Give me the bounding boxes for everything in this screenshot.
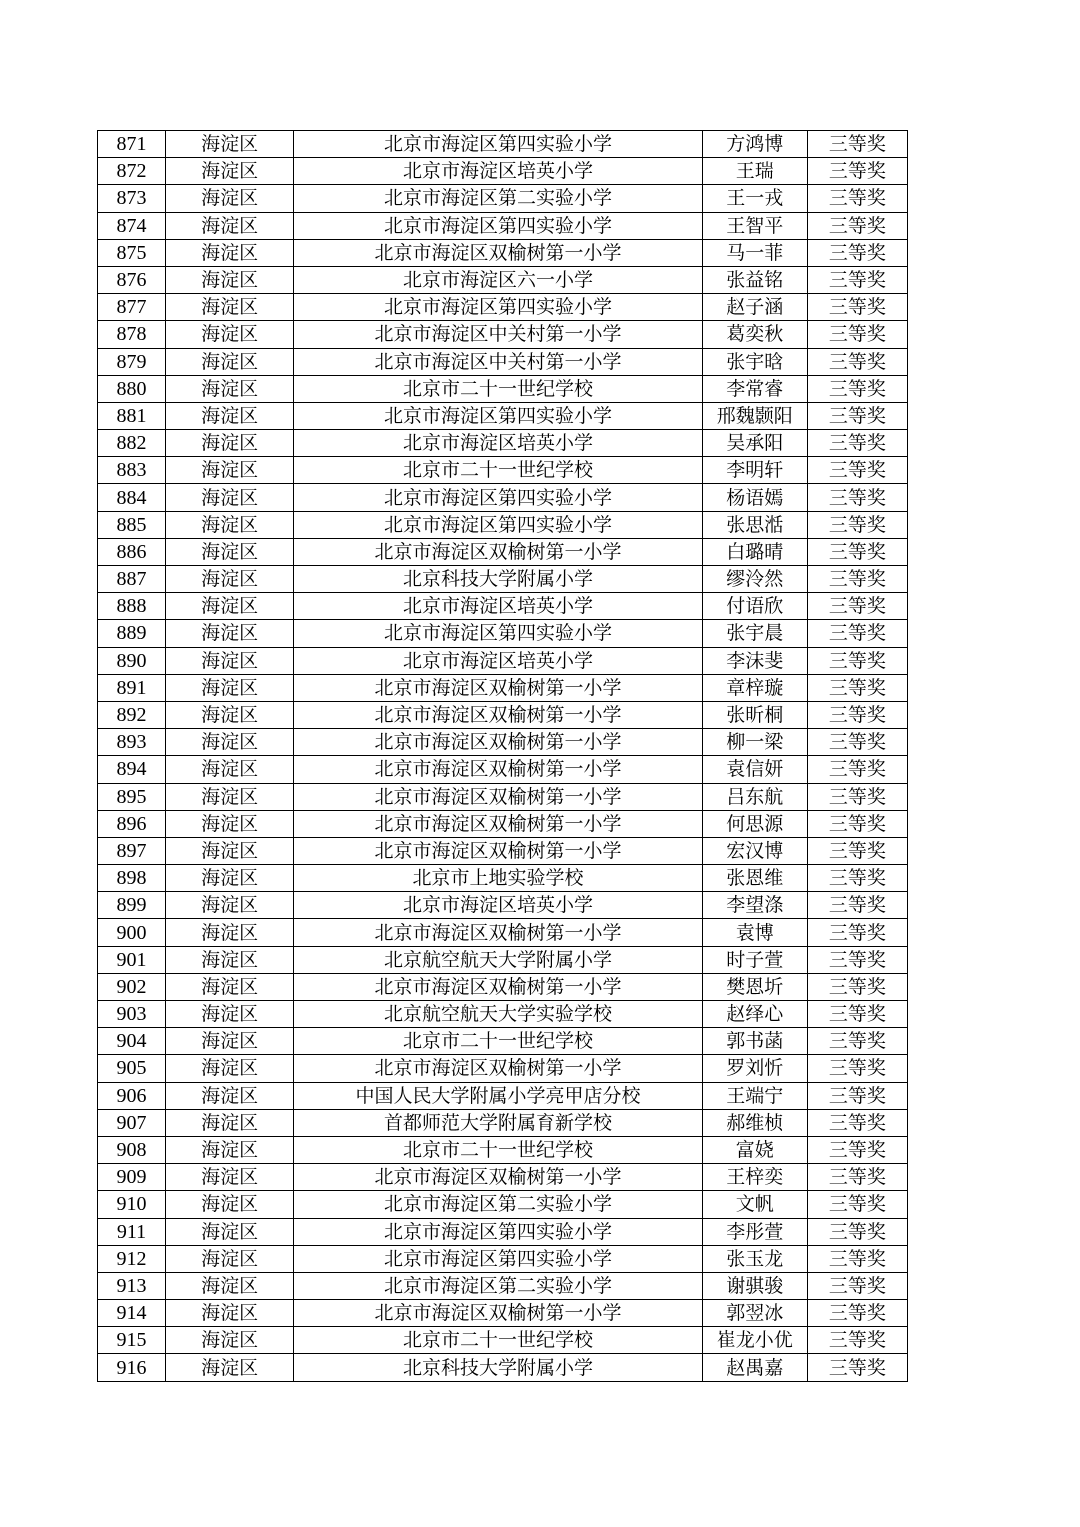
- school-cell: 北京市海淀区双榆树第一小学: [294, 1164, 703, 1191]
- district-cell: 海淀区: [166, 158, 294, 185]
- district-cell: 海淀区: [166, 593, 294, 620]
- table-row: [98, 756, 908, 783]
- school-cell: 北京市海淀区双榆树第一小学: [294, 919, 703, 946]
- table-row: [98, 1001, 908, 1028]
- row-number-cell: 880: [98, 375, 166, 402]
- student-name-cell: 王梓奕: [702, 1164, 807, 1191]
- table-row: [98, 1354, 908, 1381]
- table-row: [98, 919, 908, 946]
- school-cell: 首都师范大学附属育新学校: [294, 1109, 703, 1136]
- row-number-cell: 892: [98, 701, 166, 728]
- table-row: [98, 430, 908, 457]
- table-row: [98, 593, 908, 620]
- school-cell: 北京市海淀区第四实验小学: [294, 1218, 703, 1245]
- award-level-cell: 三等奖: [807, 212, 907, 239]
- row-number-cell: 871: [98, 131, 166, 158]
- award-level-cell: 三等奖: [807, 1136, 907, 1163]
- row-number-cell: 885: [98, 511, 166, 538]
- school-cell: 北京市二十一世纪学校: [294, 457, 703, 484]
- award-level-cell: 三等奖: [807, 402, 907, 429]
- district-cell: 海淀区: [166, 892, 294, 919]
- district-cell: 海淀区: [166, 973, 294, 1000]
- row-number-cell: 900: [98, 919, 166, 946]
- table-row: [98, 810, 908, 837]
- student-name-cell: 邢魏颢阳: [702, 402, 807, 429]
- award-list-body: [98, 131, 908, 1382]
- district-cell: 海淀区: [166, 756, 294, 783]
- school-cell: 北京市海淀区第二实验小学: [294, 1191, 703, 1218]
- school-cell: 北京市海淀区培英小学: [294, 892, 703, 919]
- school-cell: 北京市海淀区第二实验小学: [294, 185, 703, 212]
- row-number-cell: 891: [98, 674, 166, 701]
- student-name-cell: 吴承阳: [702, 430, 807, 457]
- row-number-cell: 913: [98, 1272, 166, 1299]
- student-name-cell: 马一菲: [702, 239, 807, 266]
- award-level-cell: 三等奖: [807, 375, 907, 402]
- district-cell: 海淀区: [166, 810, 294, 837]
- row-number-cell: 914: [98, 1300, 166, 1327]
- table-row: [98, 375, 908, 402]
- table-row: [98, 294, 908, 321]
- table-row: [98, 674, 908, 701]
- school-cell: 北京市海淀区双榆树第一小学: [294, 1055, 703, 1082]
- table-row: [98, 402, 908, 429]
- district-cell: 海淀区: [166, 946, 294, 973]
- student-name-cell: 袁博: [702, 919, 807, 946]
- table-row: [98, 973, 908, 1000]
- table-row: [98, 212, 908, 239]
- student-name-cell: 宏汉博: [702, 837, 807, 864]
- table-row: [98, 1245, 908, 1272]
- district-cell: 海淀区: [166, 701, 294, 728]
- award-level-cell: 三等奖: [807, 647, 907, 674]
- district-cell: 海淀区: [166, 1055, 294, 1082]
- table-row: [98, 1028, 908, 1055]
- district-cell: 海淀区: [166, 1245, 294, 1272]
- row-number-cell: 878: [98, 321, 166, 348]
- row-number-cell: 875: [98, 239, 166, 266]
- table-row: [98, 457, 908, 484]
- table-row: [98, 511, 908, 538]
- student-name-cell: 吕东航: [702, 783, 807, 810]
- row-number-cell: 911: [98, 1218, 166, 1245]
- student-name-cell: 袁信妍: [702, 756, 807, 783]
- award-level-cell: 三等奖: [807, 1028, 907, 1055]
- row-number-cell: 903: [98, 1001, 166, 1028]
- school-cell: 北京市海淀区双榆树第一小学: [294, 1300, 703, 1327]
- student-name-cell: 富娆: [702, 1136, 807, 1163]
- student-name-cell: 王瑞: [702, 158, 807, 185]
- district-cell: 海淀区: [166, 1272, 294, 1299]
- school-cell: 北京航空航天大学附属小学: [294, 946, 703, 973]
- award-level-cell: 三等奖: [807, 1300, 907, 1327]
- award-level-cell: 三等奖: [807, 810, 907, 837]
- row-number-cell: 908: [98, 1136, 166, 1163]
- district-cell: 海淀区: [166, 212, 294, 239]
- table-row: [98, 1327, 908, 1354]
- student-name-cell: 白璐晴: [702, 538, 807, 565]
- row-number-cell: 874: [98, 212, 166, 239]
- row-number-cell: 881: [98, 402, 166, 429]
- award-level-cell: 三等奖: [807, 158, 907, 185]
- row-number-cell: 916: [98, 1354, 166, 1381]
- row-number-cell: 879: [98, 348, 166, 375]
- school-cell: 北京市海淀区双榆树第一小学: [294, 674, 703, 701]
- award-level-cell: 三等奖: [807, 1327, 907, 1354]
- student-name-cell: 李常睿: [702, 375, 807, 402]
- row-number-cell: 893: [98, 729, 166, 756]
- row-number-cell: 898: [98, 865, 166, 892]
- district-cell: 海淀区: [166, 375, 294, 402]
- district-cell: 海淀区: [166, 1001, 294, 1028]
- row-number-cell: 895: [98, 783, 166, 810]
- district-cell: 海淀区: [166, 1300, 294, 1327]
- district-cell: 海淀区: [166, 566, 294, 593]
- award-level-cell: 三等奖: [807, 1109, 907, 1136]
- award-level-cell: 三等奖: [807, 239, 907, 266]
- student-name-cell: 张恩维: [702, 865, 807, 892]
- school-cell: 北京市海淀区第四实验小学: [294, 131, 703, 158]
- award-level-cell: 三等奖: [807, 892, 907, 919]
- row-number-cell: 888: [98, 593, 166, 620]
- student-name-cell: 郝维桢: [702, 1109, 807, 1136]
- district-cell: 海淀区: [166, 538, 294, 565]
- table-row: [98, 647, 908, 674]
- row-number-cell: 897: [98, 837, 166, 864]
- row-number-cell: 912: [98, 1245, 166, 1272]
- student-name-cell: 缪泠然: [702, 566, 807, 593]
- row-number-cell: 899: [98, 892, 166, 919]
- district-cell: 海淀区: [166, 1327, 294, 1354]
- district-cell: 海淀区: [166, 1109, 294, 1136]
- student-name-cell: 张思湉: [702, 511, 807, 538]
- table-row: [98, 729, 908, 756]
- school-cell: 北京市海淀区中关村第一小学: [294, 321, 703, 348]
- award-level-cell: 三等奖: [807, 266, 907, 293]
- district-cell: 海淀区: [166, 919, 294, 946]
- school-cell: 北京市海淀区第四实验小学: [294, 402, 703, 429]
- district-cell: 海淀区: [166, 511, 294, 538]
- school-cell: 北京科技大学附属小学: [294, 1354, 703, 1381]
- award-level-cell: 三等奖: [807, 484, 907, 511]
- school-cell: 北京市海淀区双榆树第一小学: [294, 783, 703, 810]
- row-number-cell: 915: [98, 1327, 166, 1354]
- district-cell: 海淀区: [166, 185, 294, 212]
- student-name-cell: 张玉龙: [702, 1245, 807, 1272]
- award-level-cell: 三等奖: [807, 946, 907, 973]
- student-name-cell: 张宇晗: [702, 348, 807, 375]
- award-level-cell: 三等奖: [807, 756, 907, 783]
- row-number-cell: 905: [98, 1055, 166, 1082]
- student-name-cell: 樊恩圻: [702, 973, 807, 1000]
- award-level-cell: 三等奖: [807, 674, 907, 701]
- student-name-cell: 王智平: [702, 212, 807, 239]
- table-row: [98, 1272, 908, 1299]
- school-cell: 北京市海淀区第四实验小学: [294, 511, 703, 538]
- student-name-cell: 付语欣: [702, 593, 807, 620]
- district-cell: 海淀区: [166, 1136, 294, 1163]
- table-row: [98, 158, 908, 185]
- school-cell: 北京市二十一世纪学校: [294, 1028, 703, 1055]
- school-cell: 北京市海淀区双榆树第一小学: [294, 837, 703, 864]
- row-number-cell: 886: [98, 538, 166, 565]
- school-cell: 北京市海淀区六一小学: [294, 266, 703, 293]
- student-name-cell: 张宇晨: [702, 620, 807, 647]
- district-cell: 海淀区: [166, 1082, 294, 1109]
- award-level-cell: 三等奖: [807, 593, 907, 620]
- school-cell: 北京市海淀区双榆树第一小学: [294, 239, 703, 266]
- row-number-cell: 872: [98, 158, 166, 185]
- award-level-cell: 三等奖: [807, 538, 907, 565]
- table-row: [98, 1136, 908, 1163]
- school-cell: 北京市海淀区培英小学: [294, 593, 703, 620]
- table-row: [98, 538, 908, 565]
- row-number-cell: 904: [98, 1028, 166, 1055]
- row-number-cell: 894: [98, 756, 166, 783]
- student-name-cell: 郭书菡: [702, 1028, 807, 1055]
- award-level-cell: 三等奖: [807, 348, 907, 375]
- award-level-cell: 三等奖: [807, 131, 907, 158]
- row-number-cell: 901: [98, 946, 166, 973]
- student-name-cell: 何思源: [702, 810, 807, 837]
- student-name-cell: 章梓璇: [702, 674, 807, 701]
- student-name-cell: 方鸿博: [702, 131, 807, 158]
- student-name-cell: 文帆: [702, 1191, 807, 1218]
- table-row: [98, 1082, 908, 1109]
- table-row: [98, 892, 908, 919]
- student-name-cell: 张昕桐: [702, 701, 807, 728]
- award-level-cell: 三等奖: [807, 783, 907, 810]
- school-cell: 北京市海淀区双榆树第一小学: [294, 538, 703, 565]
- school-cell: 北京市海淀区培英小学: [294, 158, 703, 185]
- row-number-cell: 876: [98, 266, 166, 293]
- student-name-cell: 柳一梁: [702, 729, 807, 756]
- district-cell: 海淀区: [166, 1354, 294, 1381]
- district-cell: 海淀区: [166, 294, 294, 321]
- award-level-cell: 三等奖: [807, 865, 907, 892]
- row-number-cell: 873: [98, 185, 166, 212]
- district-cell: 海淀区: [166, 1218, 294, 1245]
- student-name-cell: 崔龙小优: [702, 1327, 807, 1354]
- table-row: [98, 484, 908, 511]
- award-level-cell: 三等奖: [807, 729, 907, 756]
- district-cell: 海淀区: [166, 266, 294, 293]
- district-cell: 海淀区: [166, 239, 294, 266]
- district-cell: 海淀区: [166, 1028, 294, 1055]
- school-cell: 北京科技大学附属小学: [294, 566, 703, 593]
- district-cell: 海淀区: [166, 647, 294, 674]
- award-level-cell: 三等奖: [807, 1191, 907, 1218]
- student-name-cell: 王端宁: [702, 1082, 807, 1109]
- district-cell: 海淀区: [166, 131, 294, 158]
- district-cell: 海淀区: [166, 729, 294, 756]
- award-level-cell: 三等奖: [807, 294, 907, 321]
- award-level-cell: 三等奖: [807, 1245, 907, 1272]
- table-row: [98, 131, 908, 158]
- table-row: [98, 783, 908, 810]
- district-cell: 海淀区: [166, 457, 294, 484]
- district-cell: 海淀区: [166, 1191, 294, 1218]
- row-number-cell: 896: [98, 810, 166, 837]
- school-cell: 北京市二十一世纪学校: [294, 375, 703, 402]
- school-cell: 北京市海淀区第二实验小学: [294, 1272, 703, 1299]
- student-name-cell: 李望涤: [702, 892, 807, 919]
- row-number-cell: 909: [98, 1164, 166, 1191]
- school-cell: 北京市海淀区培英小学: [294, 647, 703, 674]
- table-row: [98, 348, 908, 375]
- school-cell: 北京市海淀区第四实验小学: [294, 1245, 703, 1272]
- award-level-cell: 三等奖: [807, 430, 907, 457]
- student-name-cell: 时子萱: [702, 946, 807, 973]
- district-cell: 海淀区: [166, 321, 294, 348]
- district-cell: 海淀区: [166, 620, 294, 647]
- district-cell: 海淀区: [166, 674, 294, 701]
- award-level-cell: 三等奖: [807, 919, 907, 946]
- award-level-cell: 三等奖: [807, 1272, 907, 1299]
- award-level-cell: 三等奖: [807, 973, 907, 1000]
- table-row: [98, 1191, 908, 1218]
- table-row: [98, 701, 908, 728]
- district-cell: 海淀区: [166, 348, 294, 375]
- school-cell: 北京市海淀区双榆树第一小学: [294, 810, 703, 837]
- table-row: [98, 620, 908, 647]
- table-row: [98, 1218, 908, 1245]
- row-number-cell: 884: [98, 484, 166, 511]
- district-cell: 海淀区: [166, 1164, 294, 1191]
- table-row: [98, 837, 908, 864]
- table-row: [98, 266, 908, 293]
- student-name-cell: 郭翌冰: [702, 1300, 807, 1327]
- table-row: [98, 1300, 908, 1327]
- award-level-cell: 三等奖: [807, 1354, 907, 1381]
- school-cell: 北京市海淀区培英小学: [294, 430, 703, 457]
- district-cell: 海淀区: [166, 402, 294, 429]
- school-cell: 北京市海淀区第四实验小学: [294, 484, 703, 511]
- student-name-cell: 谢骐骏: [702, 1272, 807, 1299]
- student-name-cell: 葛奕秋: [702, 321, 807, 348]
- school-cell: 北京市海淀区中关村第一小学: [294, 348, 703, 375]
- award-level-cell: 三等奖: [807, 701, 907, 728]
- table-row: [98, 865, 908, 892]
- award-level-cell: 三等奖: [807, 837, 907, 864]
- student-name-cell: 李沫斐: [702, 647, 807, 674]
- award-level-cell: 三等奖: [807, 321, 907, 348]
- district-cell: 海淀区: [166, 783, 294, 810]
- table-row: [98, 566, 908, 593]
- student-name-cell: 张益铭: [702, 266, 807, 293]
- row-number-cell: 882: [98, 430, 166, 457]
- student-name-cell: 李明轩: [702, 457, 807, 484]
- row-number-cell: 902: [98, 973, 166, 1000]
- table-row: [98, 321, 908, 348]
- school-cell: 北京市海淀区双榆树第一小学: [294, 729, 703, 756]
- award-level-cell: 三等奖: [807, 185, 907, 212]
- student-name-cell: 王一戎: [702, 185, 807, 212]
- table-row: [98, 1164, 908, 1191]
- award-level-cell: 三等奖: [807, 1218, 907, 1245]
- school-cell: 北京市海淀区第四实验小学: [294, 212, 703, 239]
- student-name-cell: 罗刘忻: [702, 1055, 807, 1082]
- row-number-cell: 877: [98, 294, 166, 321]
- table-row: [98, 185, 908, 212]
- award-level-cell: 三等奖: [807, 1055, 907, 1082]
- row-number-cell: 883: [98, 457, 166, 484]
- award-list-table: [97, 130, 908, 1382]
- row-number-cell: 907: [98, 1109, 166, 1136]
- school-cell: 北京市海淀区双榆树第一小学: [294, 973, 703, 1000]
- award-level-cell: 三等奖: [807, 1082, 907, 1109]
- school-cell: 北京市海淀区双榆树第一小学: [294, 701, 703, 728]
- student-name-cell: 赵绎心: [702, 1001, 807, 1028]
- school-cell: 北京市海淀区第四实验小学: [294, 294, 703, 321]
- table-row: [98, 1109, 908, 1136]
- district-cell: 海淀区: [166, 837, 294, 864]
- table-row: [98, 946, 908, 973]
- award-level-cell: 三等奖: [807, 511, 907, 538]
- award-level-cell: 三等奖: [807, 620, 907, 647]
- district-cell: 海淀区: [166, 484, 294, 511]
- award-level-cell: 三等奖: [807, 1001, 907, 1028]
- school-cell: 北京航空航天大学实验学校: [294, 1001, 703, 1028]
- table-row: [98, 1055, 908, 1082]
- row-number-cell: 906: [98, 1082, 166, 1109]
- award-level-cell: 三等奖: [807, 566, 907, 593]
- school-cell: 北京市海淀区第四实验小学: [294, 620, 703, 647]
- row-number-cell: 887: [98, 566, 166, 593]
- student-name-cell: 赵禺嘉: [702, 1354, 807, 1381]
- award-level-cell: 三等奖: [807, 1164, 907, 1191]
- row-number-cell: 910: [98, 1191, 166, 1218]
- school-cell: 北京市二十一世纪学校: [294, 1136, 703, 1163]
- student-name-cell: 李彤萱: [702, 1218, 807, 1245]
- school-cell: 北京市上地实验学校: [294, 865, 703, 892]
- table-row: [98, 239, 908, 266]
- school-cell: 中国人民大学附属小学亮甲店分校: [294, 1082, 703, 1109]
- student-name-cell: 赵子涵: [702, 294, 807, 321]
- student-name-cell: 杨语嫣: [702, 484, 807, 511]
- row-number-cell: 890: [98, 647, 166, 674]
- award-level-cell: 三等奖: [807, 457, 907, 484]
- district-cell: 海淀区: [166, 430, 294, 457]
- school-cell: 北京市海淀区双榆树第一小学: [294, 756, 703, 783]
- school-cell: 北京市二十一世纪学校: [294, 1327, 703, 1354]
- district-cell: 海淀区: [166, 865, 294, 892]
- row-number-cell: 889: [98, 620, 166, 647]
